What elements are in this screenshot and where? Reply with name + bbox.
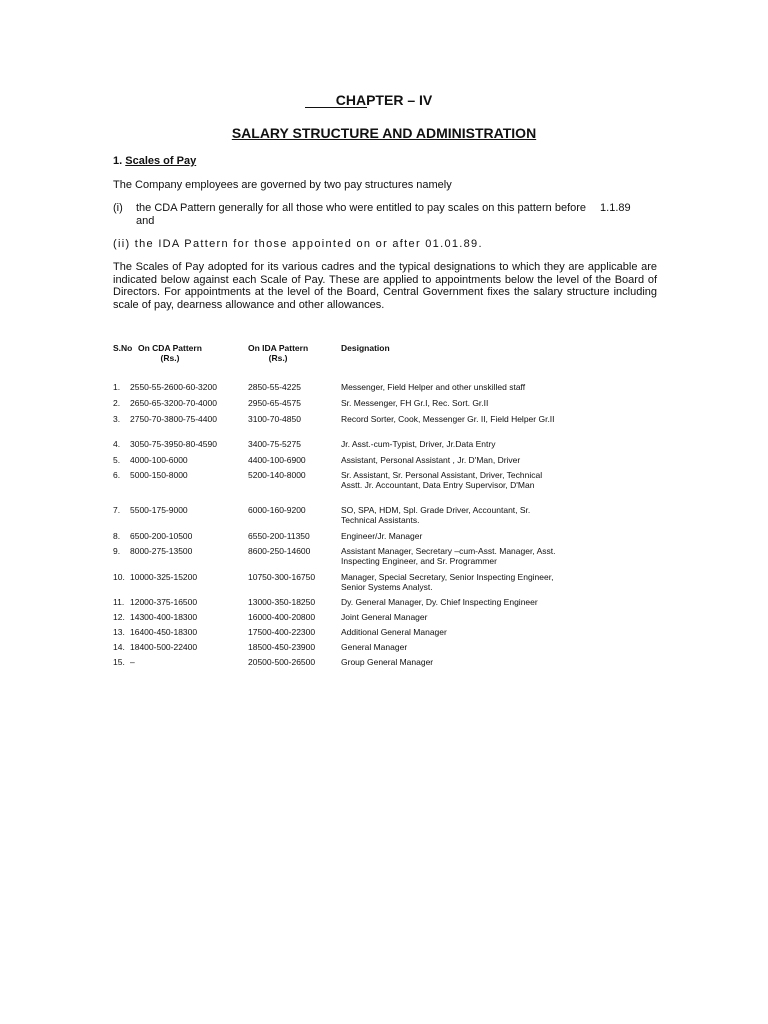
section-heading <box>113 155 196 167</box>
cell-sno: 2. <box>113 398 121 408</box>
cell-sno: 15. <box>113 657 125 667</box>
cell-designation: SO, SPA, HDM, Spl. Grade Driver, Accountant, Sr. Technical Assistants. <box>341 505 531 526</box>
cell-sno: 6. <box>113 470 121 480</box>
cell-sno: 10. <box>113 572 125 582</box>
column-header-cda-unit: (Rs.) <box>160 353 180 363</box>
cell-designation: Engineer/Jr. Manager <box>341 531 423 541</box>
cell-sno: 13. <box>113 627 125 637</box>
cell-cda-scale: 5000-150-8000 <box>130 470 188 480</box>
section-number: 1. <box>113 155 123 167</box>
list-item-text: the CDA Pattern generally for all those who were entitled to pay scales on this pattern before <box>136 202 587 214</box>
cell-ida-scale: 6000-160-9200 <box>248 505 306 515</box>
cell-sno: 5. <box>113 455 121 465</box>
cell-sno: 9. <box>113 546 121 556</box>
cell-cda-scale: 2750-70-3800-75-4400 <box>130 414 217 424</box>
cell-cda-scale: 14300-400-18300 <box>130 612 198 622</box>
description-paragraph: The Scales of Pay adopted for its various cadres and the typical designations to which they are applicable are indicated below against each Scale of Pay. These are applied to appointments below the level of the Board of Directors. For appointments at the level of the Board, Central Government fixes the salary structure including scale of pay, dearness allowance and other allowances. <box>113 261 657 311</box>
cell-cda-scale: 4000-100-6000 <box>130 455 188 465</box>
cell-ida-scale: 16000-400-20800 <box>248 612 316 622</box>
cell-cda-scale: 10000-325-15200 <box>130 572 198 582</box>
cell-cda-scale: 8000-275-13500 <box>130 546 193 556</box>
cell-cda-scale: 5500-175-9000 <box>130 505 188 515</box>
cell-ida-scale: 5200-140-8000 <box>248 470 306 480</box>
cell-cda-scale: – <box>130 657 135 667</box>
chapter-heading: CHAPTER – IV <box>335 92 433 108</box>
cell-sno: 14. <box>113 642 125 652</box>
list-item-continuation: and <box>136 214 155 227</box>
cell-designation: Jr. Asst.-cum-Typist, Driver, Jr.Data Entry <box>341 439 496 449</box>
column-header-ida <box>248 343 308 363</box>
cell-cda-scale: 3050-75-3950-80-4590 <box>130 439 217 449</box>
column-header-sno: S.No <box>113 343 133 353</box>
column-header-cda <box>138 343 202 363</box>
cell-ida-scale: 18500-450-23900 <box>248 642 316 652</box>
section-title: Scales of Pay <box>125 155 197 167</box>
cell-cda-scale: 6500-200-10500 <box>130 531 193 541</box>
cell-cda-scale: 2650-65-3200-70-4000 <box>130 398 217 408</box>
cell-designation: Sr. Messenger, FH Gr.I, Rec. Sort. Gr.II <box>341 398 489 408</box>
cell-sno: 11. <box>113 597 125 607</box>
cell-designation: Record Sorter, Cook, Messenger Gr. II, Field Helper Gr.II <box>341 414 555 424</box>
cell-ida-scale: 10750-300-16750 <box>248 572 316 582</box>
cell-ida-scale: 4400-100-6900 <box>248 455 306 465</box>
cell-designation: Manager, Special Secretary, Senior Inspecting Engineer, Senior Systems Analyst. <box>341 572 554 593</box>
cell-sno: 8. <box>113 531 121 541</box>
list-item-cda <box>136 202 656 227</box>
cell-cda-scale: 12000-375-16500 <box>130 597 198 607</box>
cell-designation: General Manager <box>341 642 408 652</box>
cell-designation: Assistant, Personal Assistant , Jr. D'Man, Driver <box>341 455 521 465</box>
cell-ida-scale: 2850-55-4225 <box>248 382 301 392</box>
list-item-ida: (ii) the IDA Pattern for those appointed on or after 01.01.89. <box>113 238 483 250</box>
cell-sno: 7. <box>113 505 121 515</box>
column-header-designation: Designation <box>341 343 390 353</box>
cell-ida-scale: 13000-350-18250 <box>248 597 316 607</box>
cell-designation: Group General Manager <box>341 657 434 667</box>
cell-designation: Messenger, Field Helper and other unskilled staff <box>341 382 526 392</box>
cell-designation: Joint General Manager <box>341 612 428 622</box>
cell-ida-scale: 6550-200-11350 <box>248 531 310 541</box>
column-header-ida-unit: (Rs.) <box>268 353 288 363</box>
cell-sno: 4. <box>113 439 121 449</box>
cell-designation: Dy. General Manager, Dy. Chief Inspecting Engineer <box>341 597 538 607</box>
column-header-cda-label: On CDA Pattern <box>138 343 202 353</box>
cell-ida-scale: 20500-500-26500 <box>248 657 316 667</box>
column-header-ida-label: On IDA Pattern <box>248 343 309 353</box>
page-title: SALARY STRUCTURE AND ADMINISTRATION <box>231 125 537 141</box>
cell-designation: Assistant Manager, Secretary –cum-Asst. Manager, Asst. Inspecting Engineer, and Sr. Programmer <box>341 546 556 567</box>
cell-cda-scale: 18400-500-22400 <box>130 642 198 652</box>
cell-ida-scale: 3400-75-5275 <box>248 439 301 449</box>
cell-sno: 1. <box>113 382 121 392</box>
cell-sno: 3. <box>113 414 121 424</box>
cell-ida-scale: 17500-400-22300 <box>248 627 316 637</box>
cell-ida-scale: 2950-65-4575 <box>248 398 301 408</box>
list-item-date: 1.1.89 <box>600 202 631 214</box>
cell-cda-scale: 16400-450-18300 <box>130 627 198 637</box>
cell-sno: 12. <box>113 612 125 622</box>
cell-cda-scale: 2550-55-2600-60-3200 <box>130 382 217 392</box>
list-item-marker: (i) <box>113 202 123 214</box>
cell-designation: Sr. Assistant, Sr. Personal Assistant, Driver, Technical Asstt. Jr. Accountant, Data Entry Supervisor, D'Man <box>341 470 543 491</box>
cell-ida-scale: 8600-250-14600 <box>248 546 311 556</box>
cell-designation: Additional General Manager <box>341 627 447 637</box>
cell-ida-scale: 3100-70-4850 <box>248 414 301 424</box>
intro-paragraph: The Company employees are governed by two pay structures namely <box>113 179 452 191</box>
